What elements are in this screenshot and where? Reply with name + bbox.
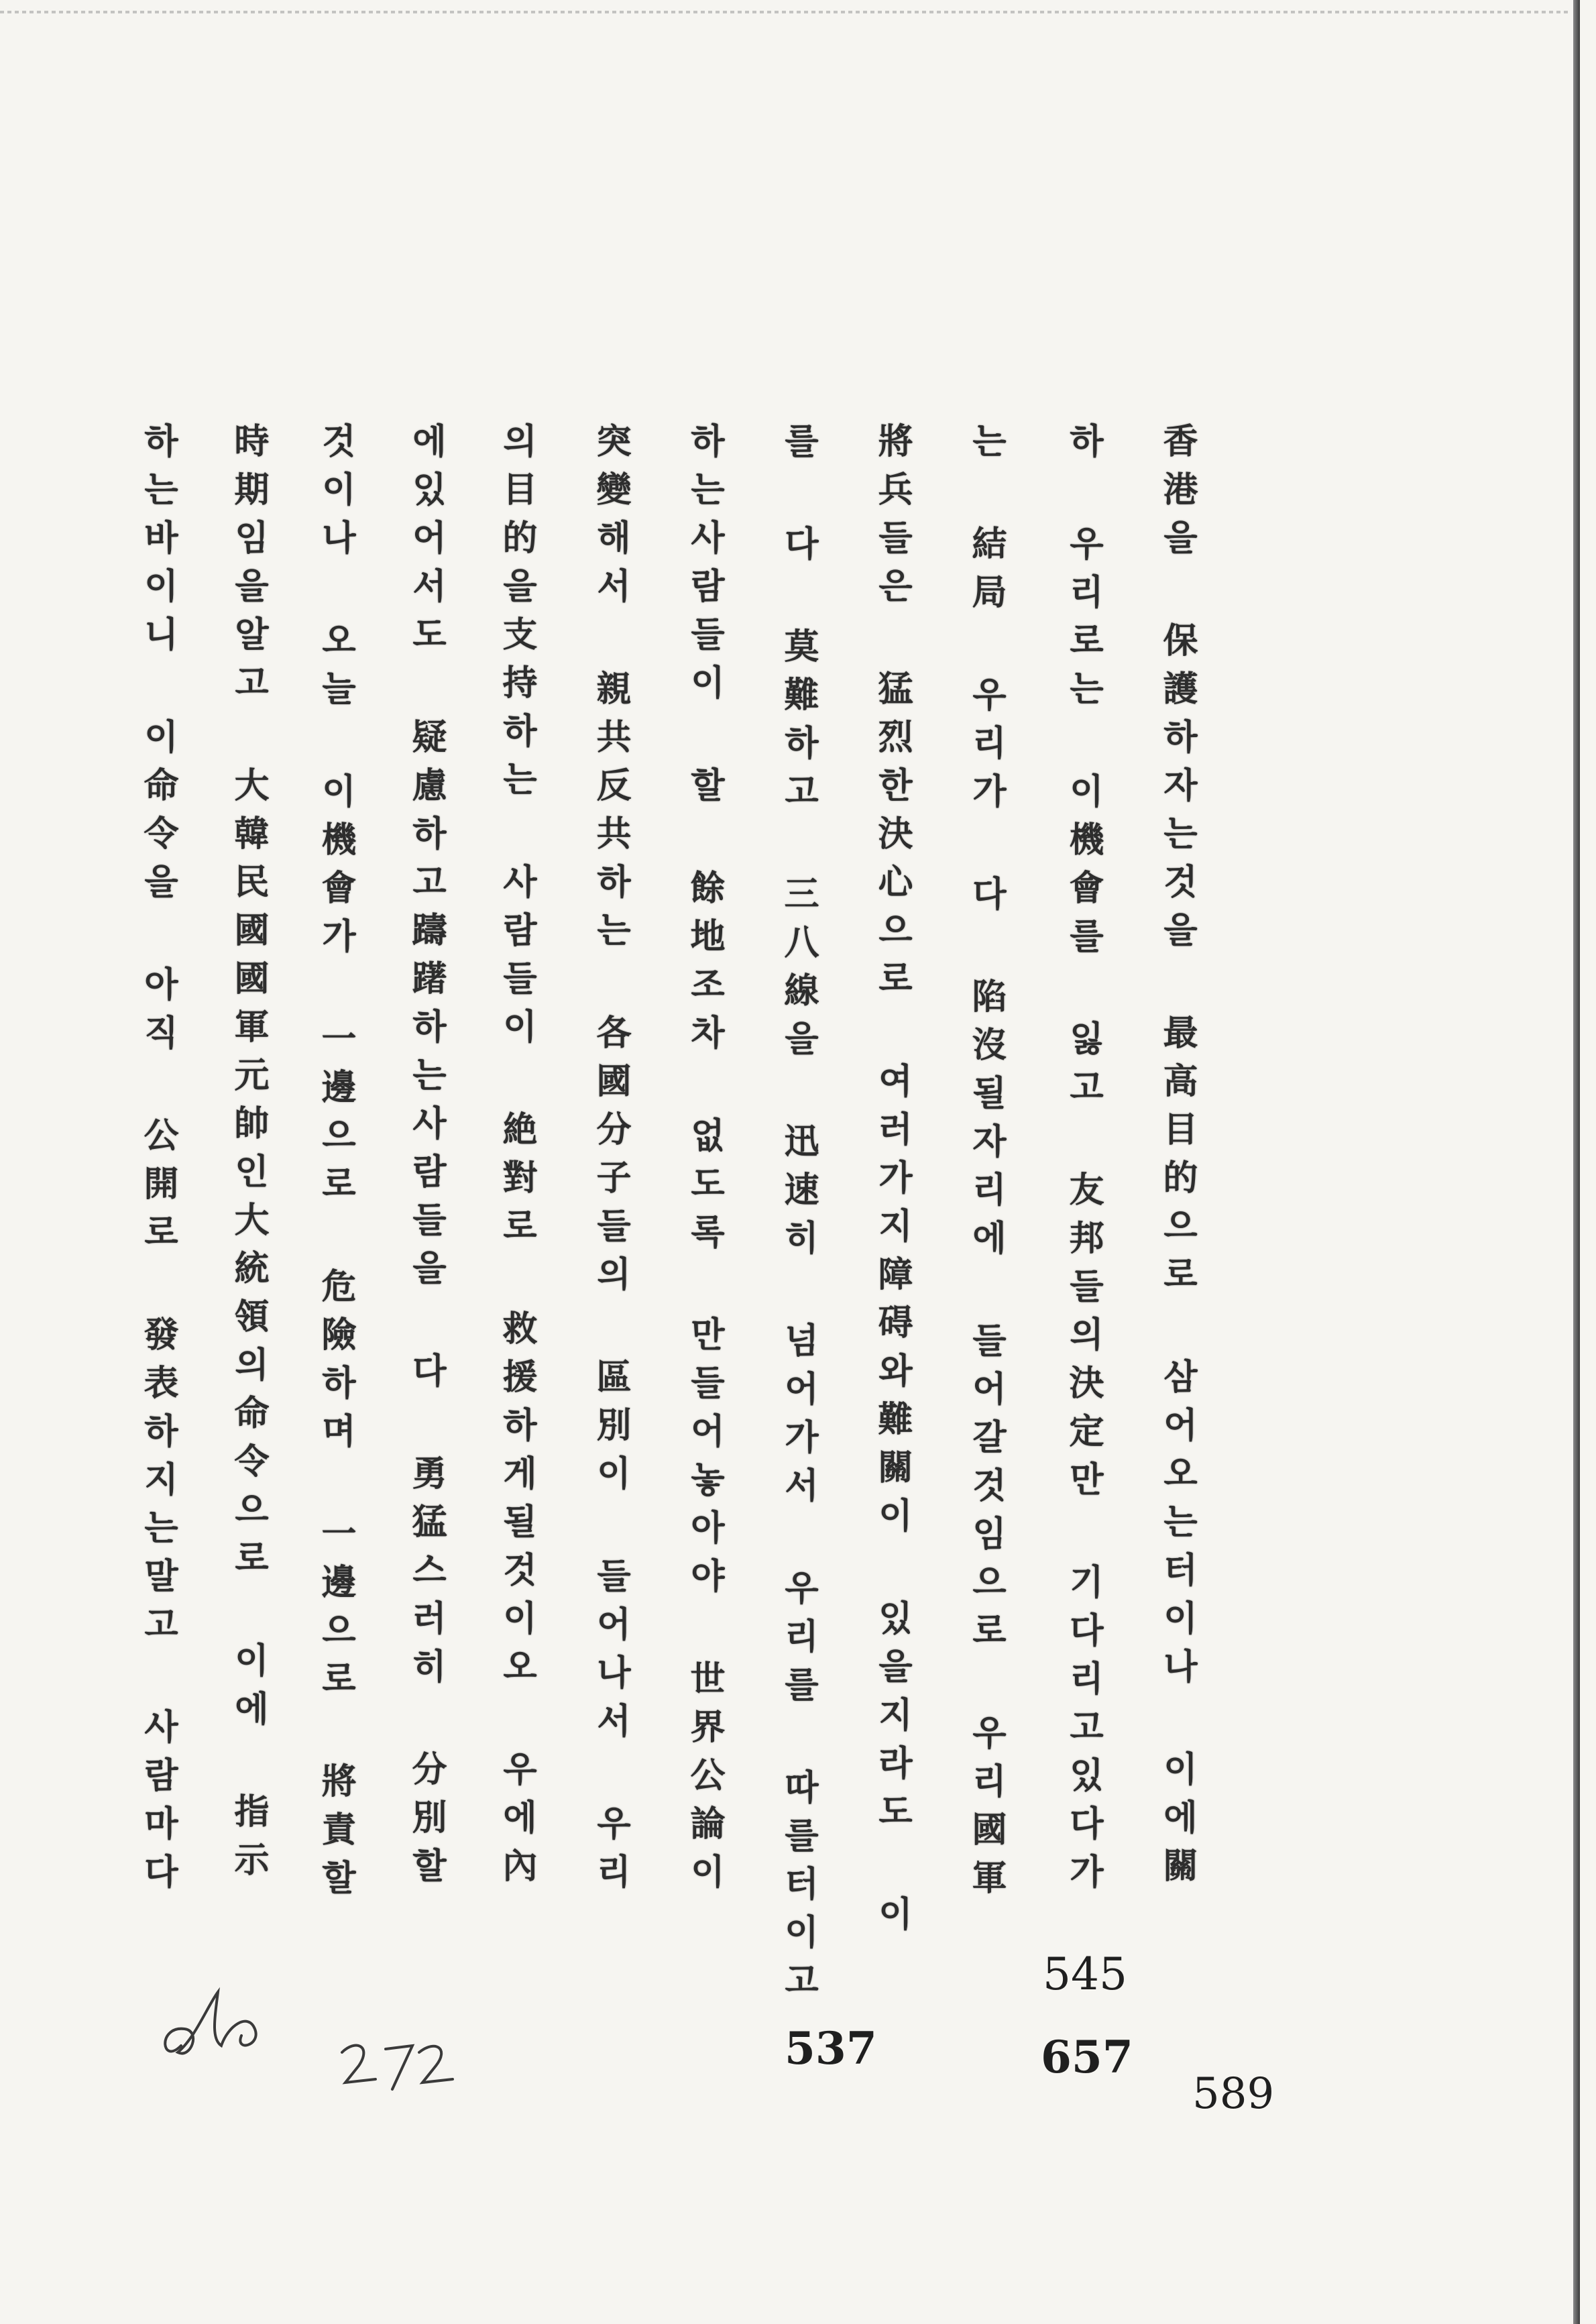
page-number-657: 657 bbox=[1041, 2031, 1133, 2083]
page-number-537: 537 bbox=[785, 2022, 877, 2074]
text-column-7: 突變해서 親共反共하는 各國分子들의 區別이 들어나서 우리 bbox=[590, 423, 631, 1901]
handwritten-initials bbox=[154, 1965, 288, 2079]
text-column-4: 將兵들은 猛烈한決心으로 여러가지障碍와難關이 있을지라도 이 bbox=[872, 423, 913, 1944]
text-column-6: 하는사람들이 할 餘地조차 없도록 만들어놓아야 世界公論이 bbox=[684, 423, 725, 1901]
handwritten-number-273 bbox=[335, 2026, 469, 2113]
text-column-5: 를 다 莫難하고 三八線을 迅速히 넘어가서 우리를 따를터이고 bbox=[778, 423, 819, 2010]
text-column-2: 하 우리로는 이機會를 잃고 友邦들의決定만 기다리고있다가 bbox=[1063, 423, 1104, 1901]
text-column-3: 는 結局 우리가 다 陷沒될자리에 들어갈것임으로 우리國軍 bbox=[966, 423, 1007, 1907]
page-number-545: 545 bbox=[1043, 1948, 1127, 2000]
text-column-1: 香港을 保護하자는것을 最高目的으로 삼어오는터이나 이에關 bbox=[1157, 423, 1198, 1895]
text-column-8: 의目的을支持하는 사람들이 絶對로 救援하게될것이오 우에內 bbox=[496, 423, 537, 1895]
text-column-12: 하는바이니 이命令을 아직 公開로 發表하지는말고 사람마다 bbox=[137, 423, 178, 1901]
text-column-10: 것이나 오늘 이機會가 一邊으로 危險하며 一邊으로 將責할 bbox=[315, 423, 356, 1907]
page-number-589: 589 bbox=[1192, 2069, 1275, 2119]
text-column-11: 時期임을알고 大韓民國國軍元帥인大統領의命令으로 이에 指示 bbox=[228, 423, 269, 1889]
text-column-9: 에있어서도 疑慮하고躊躇하는사람들을 다 勇猛스러히 分別할 bbox=[406, 423, 447, 1895]
